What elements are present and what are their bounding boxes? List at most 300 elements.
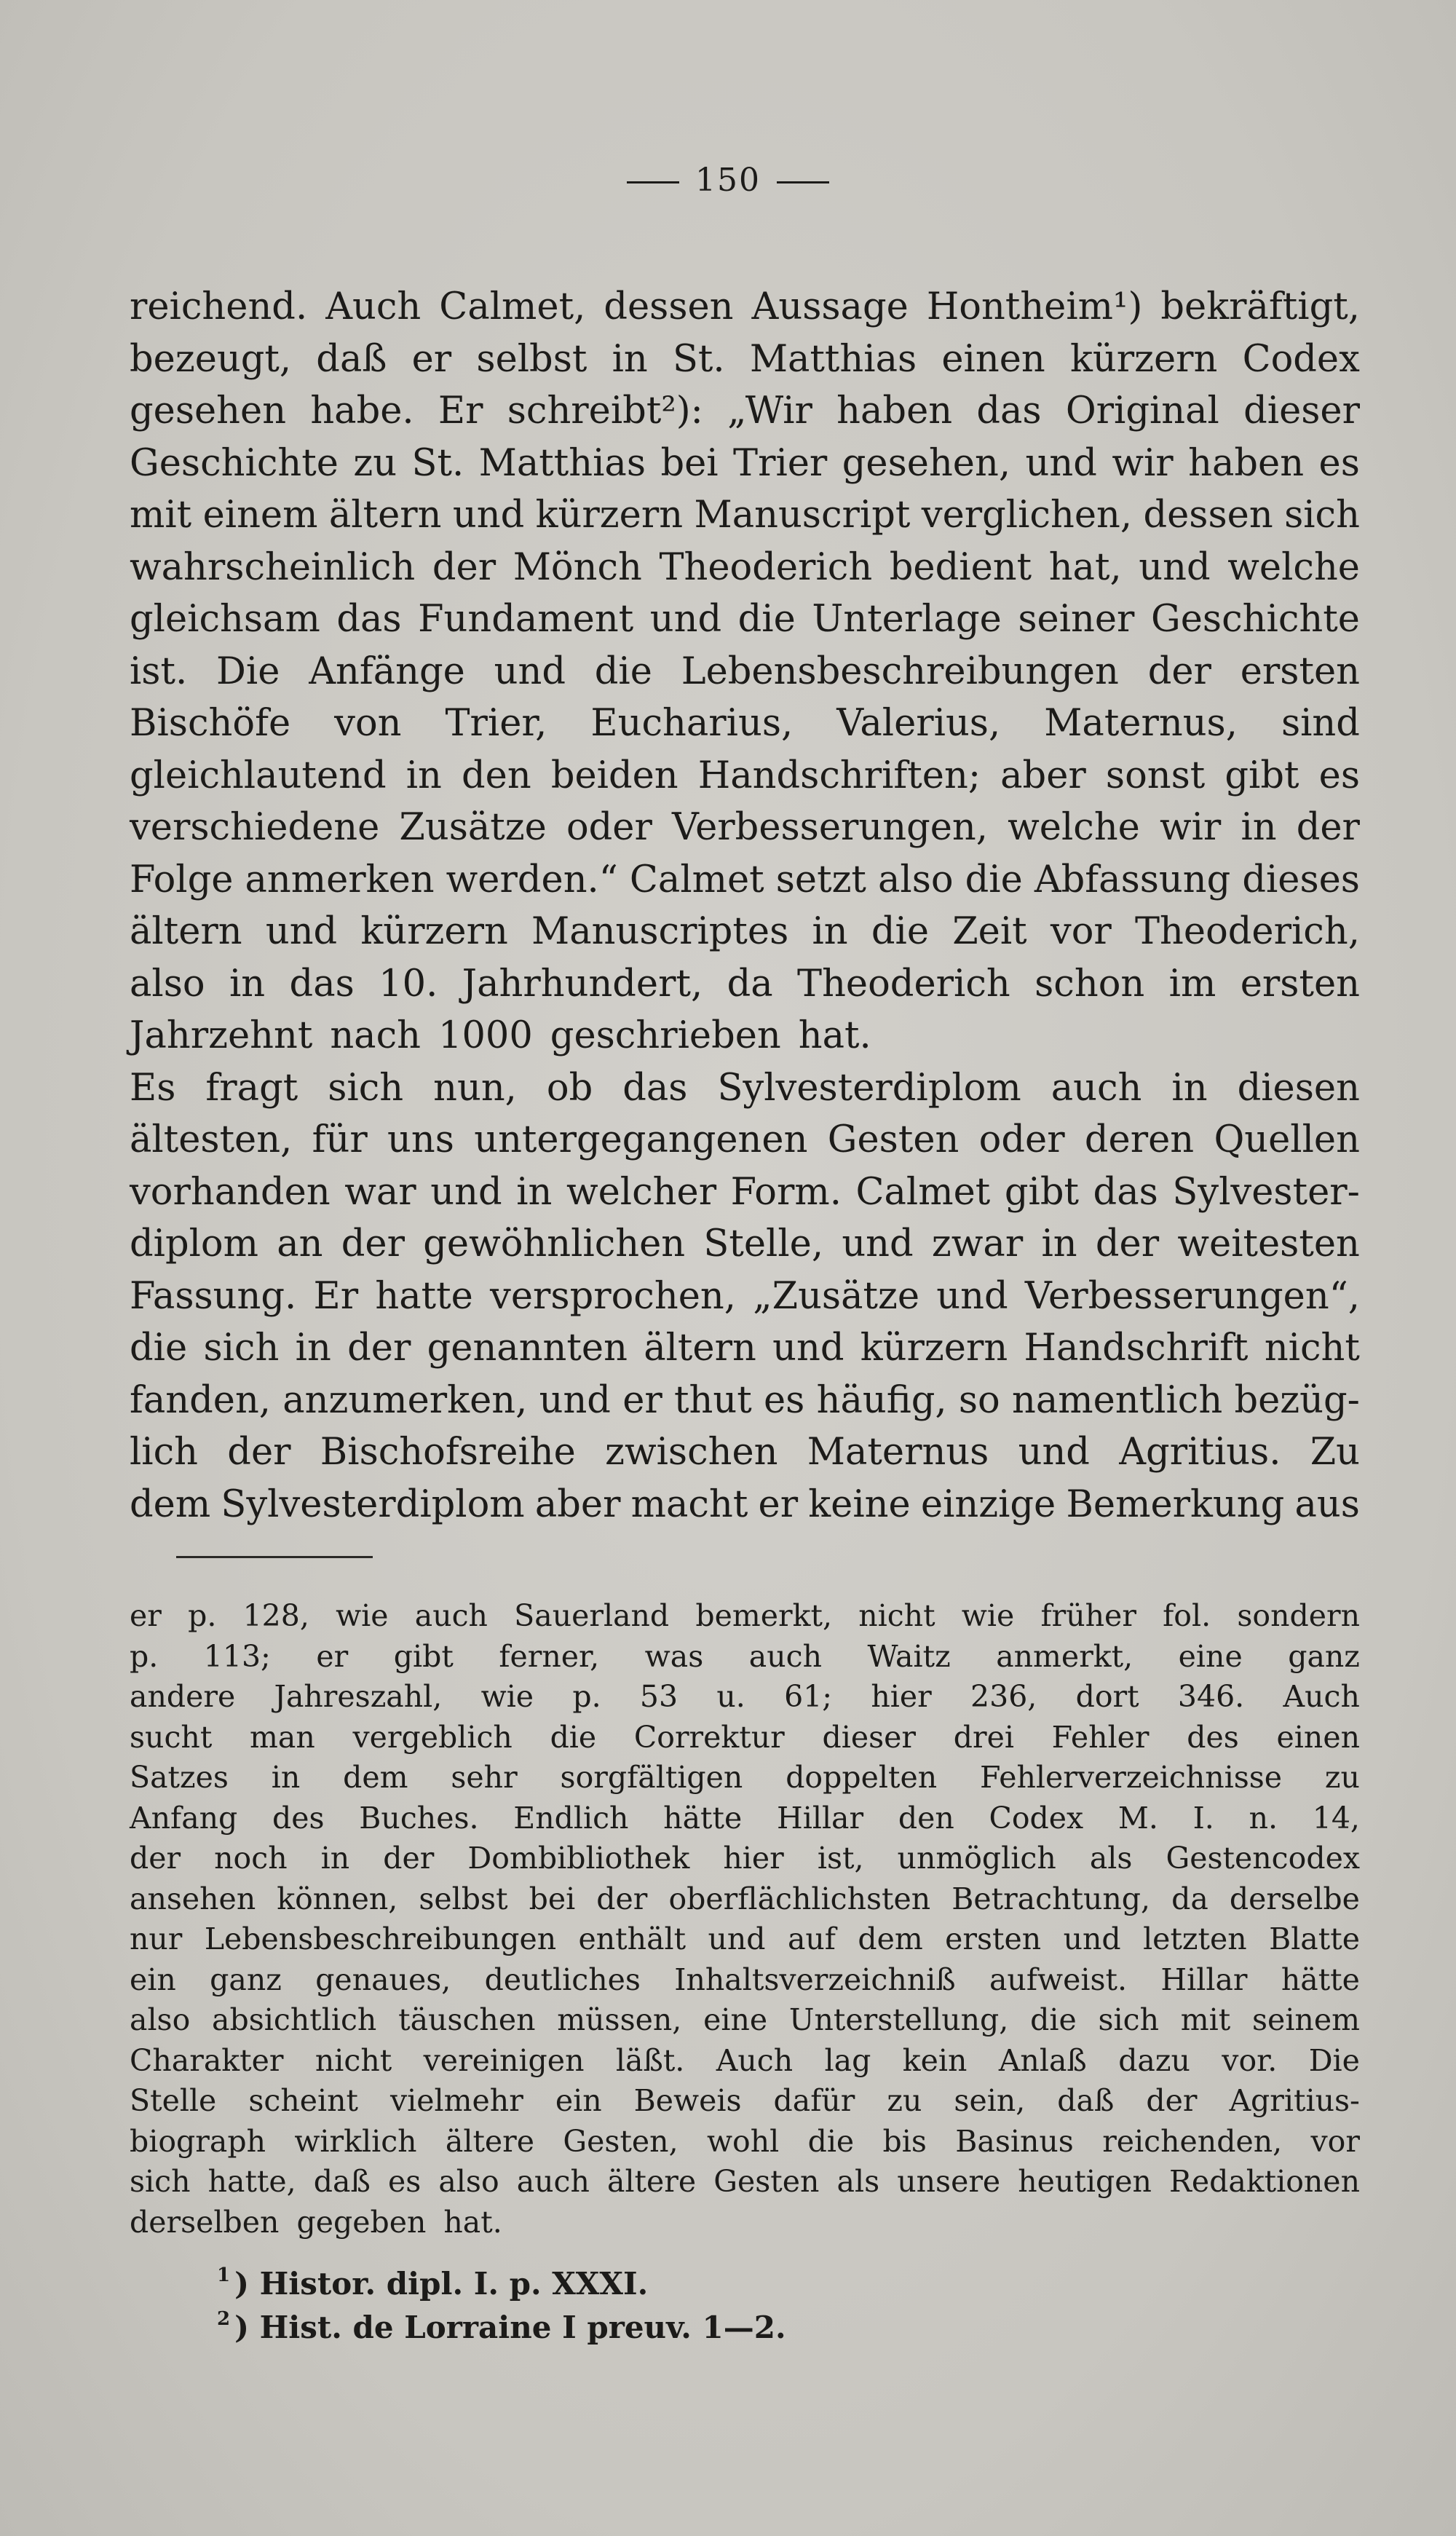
word: also [438, 2164, 499, 2199]
word: im [1168, 962, 1216, 1006]
word: heutigen [1018, 2164, 1152, 2199]
word: Theoderich [659, 545, 873, 589]
word: welche [1008, 806, 1140, 849]
word: bedient [889, 545, 1032, 589]
word: aus [1294, 1482, 1360, 1526]
main-text [130, 281, 1360, 1530]
word: die [737, 598, 796, 641]
word: sorgfältigen [560, 1760, 743, 1795]
word: schon [1034, 962, 1145, 1006]
word: sehr [451, 1760, 518, 1795]
word: Auch [716, 2042, 794, 2078]
word: andere [130, 1679, 236, 1714]
word: der [227, 1431, 291, 1474]
word: lich [130, 1431, 199, 1474]
word: ansehen [130, 1881, 256, 1916]
word: reichenden, [1102, 2123, 1283, 2159]
word: Bischöfe [130, 702, 291, 745]
word: hat. [443, 2204, 502, 2240]
word: so [958, 1378, 1000, 1422]
text-line [130, 854, 1360, 906]
word: Betrachtung, [951, 1881, 1151, 1916]
word: werden.“ [446, 858, 618, 901]
word: seinem [1252, 2002, 1360, 2037]
text-line [130, 2081, 1360, 2122]
word: in [295, 1327, 331, 1370]
text-line [130, 1010, 1360, 1062]
word: Zusätze [399, 806, 547, 849]
word: dazu [1118, 2042, 1190, 2078]
word: der [432, 545, 496, 589]
word: Maternus [807, 1431, 989, 1474]
word: Trier, [445, 702, 547, 745]
word: und [1025, 441, 1097, 485]
footnote-1-marker: 1 [217, 2264, 231, 2286]
word: des [1187, 1719, 1239, 1755]
word: des [272, 1800, 325, 1836]
word: enthält [578, 1921, 687, 1956]
word: lag [824, 2042, 871, 2078]
word: sein, [954, 2083, 1026, 2118]
word: daß [1057, 2083, 1115, 2118]
word: „Wir [727, 390, 812, 432]
word: ersten [1240, 649, 1360, 693]
word: 236, [970, 1679, 1037, 1714]
word: er [622, 1378, 662, 1422]
folio-dash-left [627, 181, 679, 183]
word: der [1146, 2083, 1198, 2118]
word: ist, [817, 1841, 864, 1876]
word: den [462, 754, 531, 797]
text-line [130, 1114, 1360, 1166]
word: sind [1281, 702, 1360, 745]
word: Lebensbeschreibungen [204, 1921, 557, 1956]
word: Jahrzehnt [130, 1014, 313, 1057]
word: Redaktionen [1168, 2164, 1360, 2199]
word: Basinus [955, 2123, 1074, 2159]
text-line [130, 1798, 1360, 1839]
word: Maternus, [1044, 702, 1238, 745]
word: und [1018, 1431, 1090, 1474]
text-line [130, 2000, 1360, 2041]
word: Mönch [513, 545, 642, 589]
word: deutliches [484, 1962, 641, 1997]
word: haben [836, 390, 953, 432]
text-line [130, 1919, 1360, 1960]
text-line [130, 2122, 1360, 2162]
folio-dash-right [777, 181, 829, 183]
word: Stelle [130, 2083, 217, 2118]
word: fol. [1163, 1598, 1211, 1633]
word: macht [630, 1482, 748, 1526]
word: unsere [897, 2164, 1001, 2199]
word: Manuscript [694, 494, 911, 537]
word: eine [703, 2002, 768, 2037]
text-line [130, 1375, 1360, 1427]
text-line [130, 2162, 1360, 2203]
word: zu [887, 2083, 922, 2118]
text-line [130, 646, 1360, 698]
word: der [347, 1327, 411, 1370]
text-line [130, 1479, 1360, 1531]
word: Hillar [776, 1800, 864, 1836]
word: kürzern [535, 494, 684, 537]
word: die [1030, 2002, 1077, 2037]
word: Handschrift [1024, 1327, 1249, 1370]
word: bekräftigt, [1160, 285, 1360, 328]
footnote-2-text: ) Hist. de Lorraine I preuv. 1—2. [234, 2310, 786, 2345]
word: in [1171, 1066, 1208, 1110]
word: nicht [1264, 1327, 1360, 1370]
word: genaues, [315, 1962, 451, 1997]
word: und [772, 1327, 844, 1370]
word: Er [438, 390, 483, 432]
word: und [1139, 545, 1211, 589]
word: namentlich [1012, 1378, 1223, 1422]
word: und [539, 1378, 611, 1422]
word: p. [130, 1638, 159, 1674]
word: dem [858, 1921, 923, 1956]
word: versprochen, [490, 1274, 736, 1318]
word: bis [882, 2123, 927, 2159]
word: hat. [798, 1014, 871, 1057]
text-line [130, 1758, 1360, 1798]
word: auch [748, 1638, 822, 1674]
word: Er [313, 1274, 359, 1318]
word: Gestencodex [1166, 1841, 1360, 1876]
word: hätte [1281, 1962, 1360, 1997]
word: reichend. [130, 285, 308, 328]
word: 53 [639, 1679, 678, 1714]
word: fanden, [130, 1378, 272, 1422]
text-line [130, 542, 1360, 594]
word: gleichsam [130, 598, 320, 641]
word: hatte [375, 1274, 473, 1318]
word: wohl [706, 2123, 780, 2159]
word: kürzern [1069, 337, 1218, 381]
word: Jahreszahl, [274, 1679, 443, 1714]
word: bei [529, 1881, 576, 1916]
text-line [130, 1426, 1360, 1479]
word: in [1041, 1222, 1077, 1265]
footnote-2 [217, 2308, 786, 2345]
word: und [430, 1170, 502, 1214]
word: sonst [1105, 754, 1206, 797]
word: Gesten, [563, 2123, 678, 2159]
word: dieses [1242, 858, 1360, 901]
word: Valerius, [836, 702, 1001, 745]
word: Fundament [418, 598, 634, 641]
word: das [622, 1066, 688, 1110]
word: hätte [663, 1800, 743, 1836]
word: vereinigen [423, 2042, 585, 2078]
word: „Zusätze [753, 1274, 920, 1318]
word: hier [723, 1841, 784, 1876]
word: ganz [210, 1962, 282, 1997]
word: setzt [775, 858, 866, 901]
word: mit [130, 494, 192, 537]
word: es [763, 1378, 805, 1422]
word: oder [978, 1118, 1065, 1161]
text-line [130, 802, 1360, 854]
word: wie [480, 1679, 534, 1714]
word: von [334, 702, 402, 745]
continued-footnote [130, 1596, 1360, 2243]
word: in [229, 962, 266, 1006]
word: Folge [130, 858, 234, 901]
word: also [130, 2002, 191, 2037]
text-line [130, 2203, 1360, 2243]
word: und [1063, 1921, 1121, 1956]
word: in [516, 1170, 553, 1214]
word: Calmet, [439, 285, 586, 328]
word: welche [1227, 545, 1360, 589]
word: sich [328, 1066, 404, 1110]
word: selbst [476, 337, 587, 381]
word: seiner [1018, 598, 1135, 641]
word: sich [130, 2164, 191, 2199]
word: genannten [427, 1327, 628, 1370]
word: drei [953, 1719, 1014, 1755]
text-line [130, 438, 1360, 490]
word: Dombibliothek [467, 1841, 690, 1876]
word: Blatte [1269, 1921, 1360, 1956]
word: Beweis [633, 2083, 742, 2118]
word: fragt [205, 1066, 298, 1110]
word: das [336, 598, 402, 641]
word: er [316, 1638, 349, 1674]
word: Satzes [130, 1760, 229, 1795]
text-line [130, 281, 1360, 333]
word: die [550, 1719, 597, 1755]
word: und [842, 1222, 914, 1265]
word: gibt [1224, 754, 1299, 797]
word: es [1318, 754, 1360, 797]
word: derselbe [1229, 1881, 1360, 1916]
text-line [130, 958, 1360, 1011]
footnote-separator [176, 1556, 373, 1558]
word: sich [1098, 2002, 1160, 2037]
word: Manuscriptes [531, 910, 789, 953]
word: Gesten [827, 1118, 960, 1161]
word: aber [1000, 754, 1086, 797]
word: vor [1310, 2123, 1360, 2159]
word: als [1089, 1841, 1133, 1876]
word: der [383, 1841, 435, 1876]
word: hatte, [207, 2164, 296, 2199]
word: Abfassung [1034, 858, 1231, 901]
word: nach [330, 1014, 421, 1057]
word: Verbesserungen, [671, 806, 988, 849]
word: Original [1065, 390, 1219, 432]
word: uns [387, 1118, 454, 1161]
word: daß [313, 2164, 371, 2199]
word: ältere [607, 2164, 697, 2199]
word: dort [1075, 1679, 1139, 1714]
word: Charakter [130, 2042, 284, 2078]
word: Sylvesterdiplom [221, 1482, 525, 1526]
word: Zu [1310, 1431, 1360, 1474]
text-line [130, 1271, 1360, 1323]
word: ist. [130, 649, 188, 693]
word: Sylvester- [1172, 1170, 1360, 1214]
word: u. [716, 1679, 745, 1714]
word: ältern [644, 1327, 756, 1370]
word: noch [214, 1841, 288, 1876]
text-line [130, 1166, 1360, 1219]
word: auf [787, 1921, 836, 1956]
word: dafür [773, 2083, 855, 2118]
word: absichtlich [212, 2002, 377, 2037]
word: bezeugt, [130, 337, 292, 381]
word: der [130, 1841, 181, 1876]
word: mit [1180, 2002, 1231, 2037]
word: in [1241, 806, 1277, 849]
word: kein [902, 2042, 968, 2078]
word: in [405, 754, 442, 797]
word: und [708, 1921, 766, 1956]
text-line [130, 385, 1360, 438]
word: da [727, 962, 773, 1006]
word: Anlaß [998, 2042, 1087, 2078]
word: hat, [1048, 545, 1122, 589]
word: bei [660, 441, 719, 485]
word: Correktur [633, 1719, 785, 1755]
word: ersten [945, 1921, 1042, 1956]
word: Fehler [1051, 1719, 1150, 1755]
word: bemerkt, [695, 1598, 832, 1633]
page-number [0, 162, 1456, 199]
word: was [644, 1638, 704, 1674]
word: deren [1084, 1118, 1195, 1161]
word: nicht [314, 2042, 392, 2078]
text-line [130, 1322, 1360, 1375]
word: schreibt²): [507, 390, 703, 432]
word: habe. [310, 390, 414, 432]
word: ganz [1288, 1638, 1360, 1674]
word: zu [353, 441, 397, 485]
word: er [130, 1598, 162, 1633]
word: I. [1192, 1800, 1214, 1836]
word: aber [534, 1482, 621, 1526]
word: wir [1159, 806, 1222, 849]
word: ältern [328, 494, 442, 537]
word: verglichen, [921, 494, 1133, 537]
word: und [452, 494, 525, 537]
word: 10. [379, 962, 438, 1006]
word: Verbesserungen“, [1024, 1274, 1360, 1318]
word: das [976, 390, 1042, 432]
word: sondern [1237, 1598, 1360, 1633]
word: der [1147, 649, 1211, 693]
text-line [130, 750, 1360, 802]
word: Form. [730, 1170, 842, 1214]
word: Stelle, [703, 1222, 824, 1265]
footnote-1-text: ) Histor. dipl. I. p. XXXI. [234, 2266, 649, 2302]
word: Calmet [855, 1170, 991, 1214]
text-line [130, 1960, 1360, 2001]
text-line [130, 1677, 1360, 1718]
word: Die [1308, 2042, 1360, 2078]
word: die [807, 2123, 855, 2159]
word: Sylvesterdiplom [717, 1066, 1021, 1110]
word: der [1296, 806, 1360, 849]
word: Bemerkung [1066, 1482, 1285, 1526]
word: vergeblich [352, 1719, 513, 1755]
word: zwar [931, 1222, 1024, 1265]
word: M. [1117, 1800, 1158, 1836]
text-line [130, 1879, 1360, 1920]
word: weitesten [1177, 1222, 1360, 1265]
word: Calmet [629, 858, 764, 901]
word: untergegangenen [474, 1118, 808, 1161]
word: auch [1051, 1066, 1142, 1110]
word: die [871, 910, 930, 953]
word: Waitz [867, 1638, 951, 1674]
word: Unterlage [812, 598, 1002, 641]
word: p. [188, 1598, 217, 1633]
word: dem [343, 1760, 408, 1795]
word: also [877, 858, 954, 901]
word: die [594, 649, 652, 693]
word: ein [555, 2083, 602, 2118]
word: in [812, 910, 848, 953]
word: derselben [130, 2204, 280, 2240]
word: ferner, [499, 1638, 600, 1674]
word: Quellen [1214, 1118, 1360, 1161]
word: Hontheim¹) [926, 285, 1143, 328]
word: man [250, 1719, 315, 1755]
word: einen [941, 337, 1045, 381]
word: dessen [1143, 494, 1273, 537]
word: läßt. [615, 2042, 685, 2078]
word: in [612, 337, 648, 381]
word: es [387, 2164, 422, 2199]
word: anmerkt, [996, 1638, 1133, 1674]
word: 14, [1312, 1800, 1360, 1836]
word: p. [572, 1679, 601, 1714]
text-line [130, 1838, 1360, 1879]
word: der [341, 1222, 405, 1265]
word: Gesten [713, 2164, 820, 2199]
word: Zeit [952, 910, 1027, 953]
word: gibt [393, 1638, 454, 1674]
word: keine [808, 1482, 911, 1526]
word: biograph [130, 2123, 266, 2159]
word: den [898, 1800, 954, 1836]
word: daß [316, 337, 387, 381]
word: 113; [203, 1638, 271, 1674]
word: Geschichte [130, 441, 339, 485]
word: Sauerland [514, 1598, 670, 1633]
word: Handschriften; [697, 754, 981, 797]
text-line [130, 698, 1360, 750]
word: Agritius. [1119, 1431, 1281, 1474]
word: einzige [920, 1482, 1056, 1526]
word: gegeben [296, 2204, 427, 2240]
word: auch [516, 2164, 590, 2199]
word: Fehlerverzeichnisse [979, 1760, 1283, 1795]
word: Trier [733, 441, 828, 485]
word: bezüg- [1234, 1378, 1360, 1422]
word: wahrscheinlich [130, 545, 416, 589]
word: als [836, 2164, 880, 2199]
word: vorhanden [130, 1170, 331, 1214]
word: 1000 [438, 1014, 533, 1057]
word: das [1093, 1170, 1158, 1214]
word: St. [411, 441, 464, 485]
word: Bischofsreihe [320, 1431, 576, 1474]
